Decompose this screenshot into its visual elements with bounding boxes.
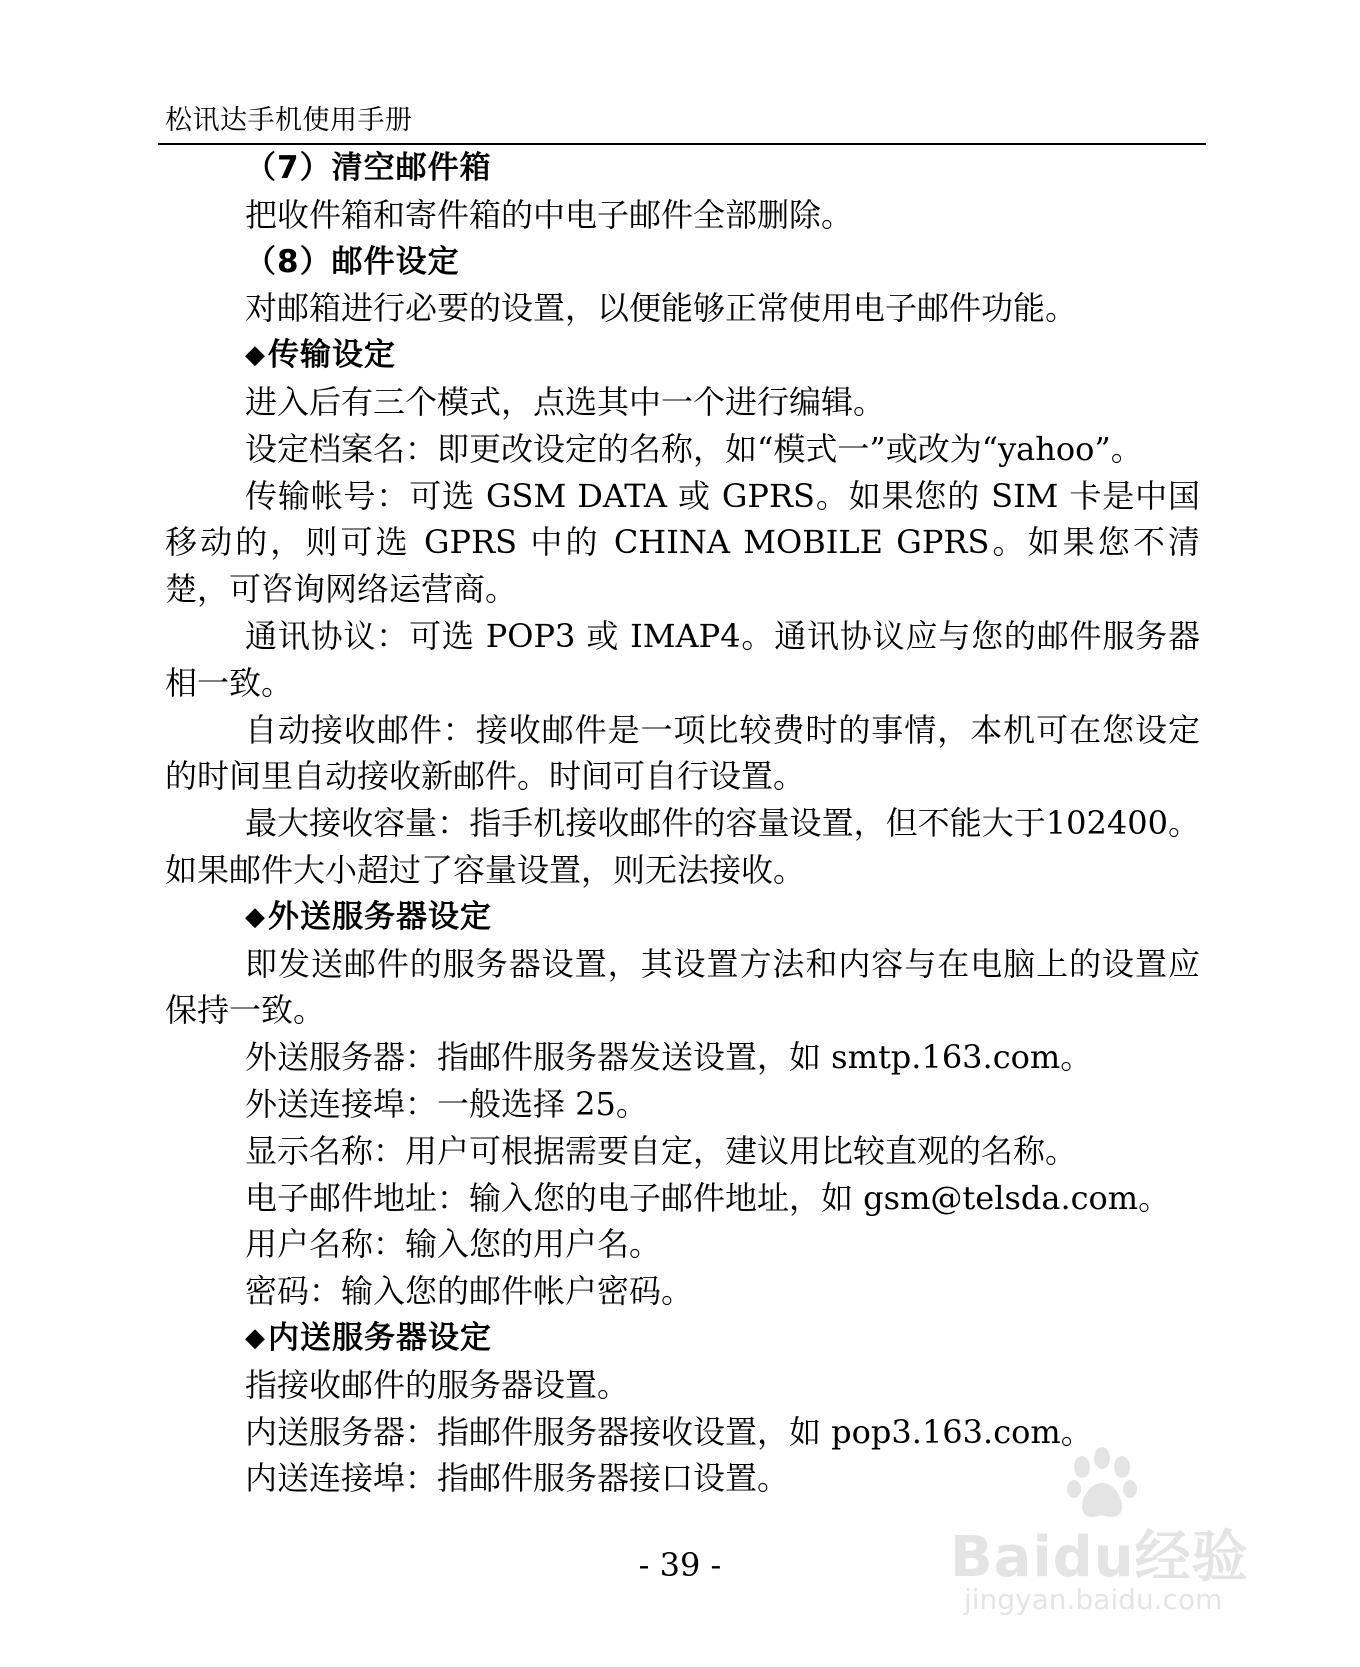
paragraph: 最大接收容量：指手机接收邮件的容量设置，但不能大于102400。如果邮件大小超过了容量设置，则无法接收。 [165,804,1200,889]
subheading-transfer-settings: ◆传输设定 [245,337,396,374]
paragraph: 设定档案名：即更改设定的名称，如“模式一”或改为“yahoo”。 [245,429,1143,468]
paragraph: 自动接收邮件：接收邮件是一项比较费时的事情，本机可在您设定的时间里自动接收新邮件。时间可自行设置。 [165,710,1200,796]
paragraph: 进入后有三个模式，点选其中一个进行编辑。 [245,382,886,421]
paragraph: 内送服务器：指邮件服务器接收设置，如 pop3.163.com。 [245,1412,1093,1451]
subheading-incoming-server: ◆内送服务器设定 [245,1319,492,1356]
paragraph: 用户名称：输入您的用户名。 [245,1225,662,1264]
paragraph: 外送服务器：指邮件服务器发送设置，如 smtp.163.com。 [245,1038,1093,1077]
section-heading-clear-mailbox: （7）清空邮件箱 [245,150,492,186]
page-content [165,145,1200,1502]
document-header-title: 松讯达手机使用手册 [165,105,413,136]
paragraph: 即发送邮件的服务器设置，其设置方法和内容与在电脑上的设置应保持一致。 [165,944,1200,1030]
diamond-bullet-icon: ◆ [245,901,266,932]
watermark-brand: Baidu经验 [950,1525,1249,1590]
diamond-bullet-icon: ◆ [245,340,266,371]
page-number: - 39 - [638,1546,722,1584]
paragraph: 电子邮件地址：输入您的电子邮件地址，如 gsm@telsda.com。 [245,1178,1171,1217]
paragraph: 显示名称：用户可根据需要自定，建议用比较直观的名称。 [245,1131,1078,1170]
watermark-url: jingyan.baidu.com [964,1583,1223,1616]
section-heading-mail-settings: （8）邮件设定 [245,243,460,280]
paragraph: 对邮箱进行必要的设置，以便能够正常使用电子邮件功能。 [245,289,1078,328]
paragraph: 内送连接埠：指邮件服务器接口设置。 [245,1459,790,1498]
paragraph: 密码：输入您的邮件帐户密码。 [245,1272,694,1311]
baidu-watermark [950,1445,1280,1620]
paragraph: 传输帐号：可选 GSM DATA 或 GPRS。如果您的 SIM 卡是中国移动的，则可选 GPRS 中的 CHINA MOBILE GPRS。如果您不清楚，可咨询网络运营商。 [165,476,1200,609]
paragraph: 通讯协议：可选 POP3 或 IMAP4。通讯协议应与您的邮件服务器相一致。 [165,616,1200,702]
paragraph: 指接收邮件的服务器设置。 [245,1365,630,1404]
subheading-outgoing-server: ◆外送服务器设定 [245,898,492,935]
paragraph: 外送连接埠：一般选择 25。 [245,1084,648,1123]
diamond-bullet-icon: ◆ [245,1322,266,1353]
paragraph: 把收件箱和寄件箱的中电子邮件全部删除。 [245,195,854,234]
